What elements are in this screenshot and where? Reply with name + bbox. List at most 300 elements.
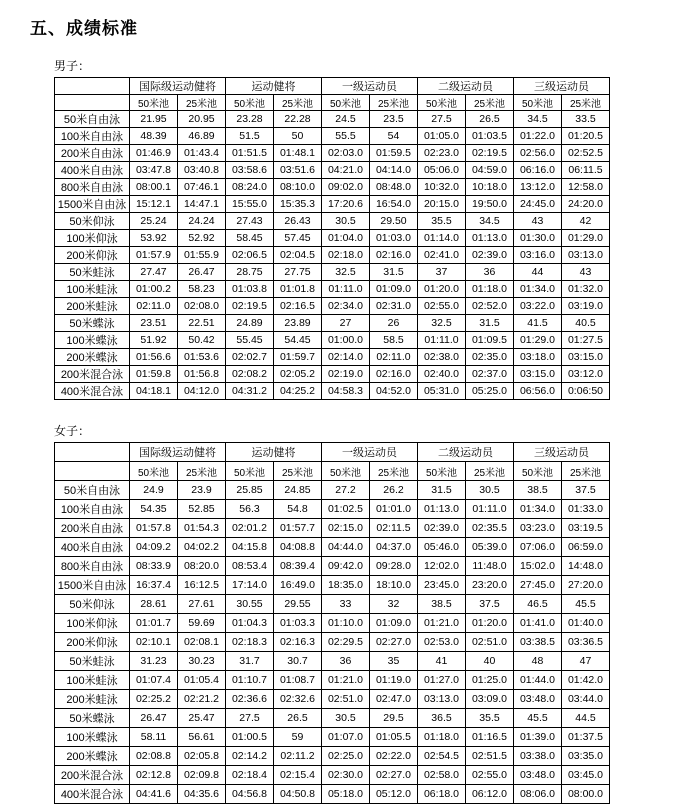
standard-time-cell: 02:25.2	[130, 690, 178, 709]
event-name-cell: 200米自由泳	[55, 519, 130, 538]
men-table-body	[55, 111, 610, 400]
standard-time-cell: 03:51.6	[274, 162, 322, 179]
standard-time-cell: 10:32.0	[418, 179, 466, 196]
standard-time-cell: 01:40.0	[562, 614, 610, 633]
standard-time-cell: 04:59.0	[466, 162, 514, 179]
table-row	[55, 747, 610, 766]
standard-time-cell: 03:22.0	[514, 298, 562, 315]
standard-time-cell: 01:07.4	[130, 671, 178, 690]
standard-time-cell: 29.55	[274, 595, 322, 614]
pool-header-3-1: 25米池	[466, 462, 514, 481]
standard-time-cell: 03:35.0	[562, 747, 610, 766]
standard-time-cell: 58.45	[226, 230, 274, 247]
standard-time-cell: 02:27.0	[370, 766, 418, 785]
standard-time-cell: 15:02.0	[514, 557, 562, 576]
standard-time-cell: 03:48.0	[514, 766, 562, 785]
standard-time-cell: 38.5	[514, 481, 562, 500]
standard-time-cell: 04:14.0	[370, 162, 418, 179]
standard-time-cell: 01:05.5	[370, 728, 418, 747]
standard-time-cell: 02:40.0	[418, 366, 466, 383]
standard-time-cell: 30.55	[226, 595, 274, 614]
standard-time-cell: 04:41.6	[130, 785, 178, 804]
standard-time-cell: 02:01.2	[226, 519, 274, 538]
standard-time-cell: 24:20.0	[562, 196, 610, 213]
standard-time-cell: 02:11.5	[370, 519, 418, 538]
table-row	[55, 196, 610, 213]
standard-time-cell: 14:48.0	[562, 557, 610, 576]
standard-time-cell: 02:11.2	[274, 747, 322, 766]
event-name-cell: 1500米自由泳	[55, 196, 130, 213]
standard-time-cell: 31.23	[130, 652, 178, 671]
standard-time-cell: 55.5	[322, 128, 370, 145]
standard-time-cell: 03:38.0	[514, 747, 562, 766]
standard-time-cell: 23:45.0	[418, 576, 466, 595]
pool-header-4-1: 25米池	[562, 95, 610, 111]
event-name-cell: 100米蛙泳	[55, 671, 130, 690]
standard-time-cell: 02:08.8	[130, 747, 178, 766]
standard-time-cell: 27:45.0	[514, 576, 562, 595]
standard-time-cell: 01:55.9	[178, 247, 226, 264]
standard-time-cell: 02:51.0	[322, 690, 370, 709]
standard-time-cell: 44	[514, 264, 562, 281]
standard-time-cell: 02:14.0	[322, 349, 370, 366]
standard-time-cell: 43	[562, 264, 610, 281]
table-row	[55, 785, 610, 804]
table-row	[55, 315, 610, 332]
standard-time-cell: 01:03.3	[274, 614, 322, 633]
standard-time-cell: 09:02.0	[322, 179, 370, 196]
standard-time-cell: 58.23	[178, 281, 226, 298]
standard-time-cell: 24.85	[274, 481, 322, 500]
pool-header-3-0: 50米池	[418, 462, 466, 481]
standard-time-cell: 04:56.8	[226, 785, 274, 804]
standard-time-cell: 16:37.4	[130, 576, 178, 595]
standard-time-cell: 18:35.0	[322, 576, 370, 595]
standard-time-cell: 01:57.9	[130, 247, 178, 264]
standard-time-cell: 01:20.5	[562, 128, 610, 145]
standard-time-cell: 03:40.8	[178, 162, 226, 179]
standard-time-cell: 02:36.6	[226, 690, 274, 709]
standard-time-cell: 06:18.0	[418, 785, 466, 804]
pool-header-2-1: 25米池	[370, 95, 418, 111]
standard-time-cell: 45.5	[514, 709, 562, 728]
standard-time-cell: 09:42.0	[322, 557, 370, 576]
standard-time-cell: 02:35.5	[466, 519, 514, 538]
standard-time-cell: 10:18.0	[466, 179, 514, 196]
men-standards-table	[54, 77, 610, 400]
header-corner-blank	[55, 443, 130, 462]
standard-time-cell: 01:51.5	[226, 145, 274, 162]
standard-time-cell: 43	[514, 213, 562, 230]
standard-time-cell: 25.47	[178, 709, 226, 728]
standard-time-cell: 02:34.0	[322, 298, 370, 315]
standard-time-cell: 08:39.4	[274, 557, 322, 576]
document-page	[0, 14, 674, 801]
table-row	[55, 179, 610, 196]
standard-time-cell: 01:10.7	[226, 671, 274, 690]
standard-time-cell: 26.47	[178, 264, 226, 281]
standard-time-cell: 04:35.6	[178, 785, 226, 804]
standard-time-cell: 03:23.0	[514, 519, 562, 538]
standard-time-cell: 12:02.0	[418, 557, 466, 576]
standard-time-cell: 34.5	[466, 213, 514, 230]
pool-header-2-1: 25米池	[370, 462, 418, 481]
standard-time-cell: 03:48.0	[514, 690, 562, 709]
standard-time-cell: 15:12.1	[130, 196, 178, 213]
standard-time-cell: 05:46.0	[418, 538, 466, 557]
standard-time-cell: 02:16.3	[274, 633, 322, 652]
group-header-1: 运动健将	[226, 78, 322, 95]
standard-time-cell: 42	[562, 213, 610, 230]
standard-time-cell: 25.24	[130, 213, 178, 230]
standard-time-cell: 02:15.0	[322, 519, 370, 538]
standard-time-cell: 01:59.7	[274, 349, 322, 366]
standard-time-cell: 04:15.8	[226, 538, 274, 557]
event-name-cell: 200米混合泳	[55, 366, 130, 383]
pool-header-1-0: 50米池	[226, 462, 274, 481]
standard-time-cell: 24.9	[130, 481, 178, 500]
standard-time-cell: 02:03.0	[322, 145, 370, 162]
event-name-cell: 200米自由泳	[55, 145, 130, 162]
header-corner-blank	[55, 78, 130, 95]
event-name-cell: 200米蝶泳	[55, 747, 130, 766]
standard-time-cell: 54	[370, 128, 418, 145]
standard-time-cell: 03:16.0	[514, 247, 562, 264]
standard-time-cell: 01:33.0	[562, 500, 610, 519]
standard-time-cell: 02:53.0	[418, 633, 466, 652]
event-name-cell: 200米蛙泳	[55, 690, 130, 709]
standard-time-cell: 02:23.0	[418, 145, 466, 162]
event-name-cell: 200米仰泳	[55, 633, 130, 652]
standard-time-cell: 40	[466, 652, 514, 671]
standard-time-cell: 11:48.0	[466, 557, 514, 576]
standard-time-cell: 02:58.0	[418, 766, 466, 785]
standard-time-cell: 05:12.0	[370, 785, 418, 804]
standard-time-cell: 03:58.6	[226, 162, 274, 179]
standard-time-cell: 35	[370, 652, 418, 671]
standard-time-cell: 29.5	[370, 709, 418, 728]
standard-time-cell: 01:25.0	[466, 671, 514, 690]
standard-time-cell: 26.43	[274, 213, 322, 230]
group-header-2: 一级运动员	[322, 443, 418, 462]
standard-time-cell: 01:08.7	[274, 671, 322, 690]
table-row	[55, 728, 610, 747]
event-name-cell: 100米自由泳	[55, 500, 130, 519]
pool-header-1-0: 50米池	[226, 95, 274, 111]
standard-time-cell: 32.5	[322, 264, 370, 281]
standard-time-cell: 32.5	[418, 315, 466, 332]
standard-time-cell: 02:54.5	[418, 747, 466, 766]
event-name-cell: 200米蛙泳	[55, 298, 130, 315]
event-name-cell: 100米仰泳	[55, 230, 130, 247]
standard-time-cell: 31.7	[226, 652, 274, 671]
standard-time-cell: 08:48.0	[370, 179, 418, 196]
table-row	[55, 690, 610, 709]
header-corner-blank-2	[55, 95, 130, 111]
standard-time-cell: 23.5	[370, 111, 418, 128]
standard-time-cell: 02:55.0	[418, 298, 466, 315]
standard-time-cell: 01:13.0	[418, 500, 466, 519]
standard-time-cell: 03:09.0	[466, 690, 514, 709]
standard-time-cell: 01:22.0	[514, 128, 562, 145]
event-name-cell: 400米混合泳	[55, 383, 130, 400]
pool-header-1-1: 25米池	[274, 462, 322, 481]
standard-time-cell: 01:01.8	[274, 281, 322, 298]
table-row	[55, 111, 610, 128]
standard-time-cell: 01:59.8	[130, 366, 178, 383]
standard-time-cell: 01:48.1	[274, 145, 322, 162]
standard-time-cell: 03:18.0	[514, 349, 562, 366]
group-header-0: 国际级运动健将	[130, 78, 226, 95]
standard-time-cell: 59	[274, 728, 322, 747]
standard-time-cell: 04:12.0	[178, 383, 226, 400]
standard-time-cell: 27.47	[130, 264, 178, 281]
standard-time-cell: 27.5	[226, 709, 274, 728]
standard-time-cell: 24:45.0	[514, 196, 562, 213]
group-header-4: 三级运动员	[514, 78, 610, 95]
standard-time-cell: 05:39.0	[466, 538, 514, 557]
table-row	[55, 332, 610, 349]
standard-time-cell: 35.5	[418, 213, 466, 230]
standard-time-cell: 29.50	[370, 213, 418, 230]
standard-time-cell: 02:52.0	[466, 298, 514, 315]
standard-time-cell: 01:05.0	[418, 128, 466, 145]
standard-time-cell: 13:12.0	[514, 179, 562, 196]
table-row	[55, 633, 610, 652]
standard-time-cell: 15:55.0	[226, 196, 274, 213]
standard-time-cell: 41.5	[514, 315, 562, 332]
table-row	[55, 128, 610, 145]
standard-time-cell: 01:34.0	[514, 500, 562, 519]
standard-time-cell: 03:47.8	[130, 162, 178, 179]
standard-time-cell: 01:20.0	[466, 614, 514, 633]
table-row	[55, 298, 610, 315]
standard-time-cell: 35.5	[466, 709, 514, 728]
table-row	[55, 264, 610, 281]
standard-time-cell: 02:55.0	[466, 766, 514, 785]
standard-time-cell: 30.5	[466, 481, 514, 500]
standard-time-cell: 01:01.0	[370, 500, 418, 519]
standard-time-cell: 01:56.8	[178, 366, 226, 383]
standard-time-cell: 02:18.3	[226, 633, 274, 652]
standard-time-cell: 46.89	[178, 128, 226, 145]
standard-time-cell: 58.11	[130, 728, 178, 747]
standard-time-cell: 38.5	[418, 595, 466, 614]
standard-time-cell: 02:08.0	[178, 298, 226, 315]
standard-time-cell: 30.5	[322, 709, 370, 728]
standard-time-cell: 26	[370, 315, 418, 332]
standard-time-cell: 44.5	[562, 709, 610, 728]
standard-time-cell: 02:41.0	[418, 247, 466, 264]
group-header-3: 二级运动员	[418, 78, 514, 95]
event-name-cell: 100米自由泳	[55, 128, 130, 145]
standard-time-cell: 04:58.3	[322, 383, 370, 400]
standard-time-cell: 23.9	[178, 481, 226, 500]
event-name-cell: 50米自由泳	[55, 111, 130, 128]
standard-time-cell: 01:57.7	[274, 519, 322, 538]
table-row	[55, 162, 610, 179]
standard-time-cell: 02:04.5	[274, 247, 322, 264]
table-row	[55, 481, 610, 500]
event-name-cell: 50米蝶泳	[55, 709, 130, 728]
event-name-cell: 400米自由泳	[55, 162, 130, 179]
pool-header-0-1: 25米池	[178, 95, 226, 111]
standard-time-cell: 02:56.0	[514, 145, 562, 162]
standard-time-cell: 02:05.8	[178, 747, 226, 766]
standard-time-cell: 01:03.5	[466, 128, 514, 145]
standard-time-cell: 37.5	[562, 481, 610, 500]
standard-time-cell: 21.95	[130, 111, 178, 128]
pool-header-4-1: 25米池	[562, 462, 610, 481]
standard-time-cell: 02:52.5	[562, 145, 610, 162]
standard-time-cell: 37.5	[466, 595, 514, 614]
standard-time-cell: 01:41.0	[514, 614, 562, 633]
standard-time-cell: 01:07.0	[322, 728, 370, 747]
standard-time-cell: 02:05.2	[274, 366, 322, 383]
standard-time-cell: 01:10.0	[322, 614, 370, 633]
group-header-3: 二级运动员	[418, 443, 514, 462]
standard-time-cell: 07:06.0	[514, 538, 562, 557]
standard-time-cell: 22.28	[274, 111, 322, 128]
standard-time-cell: 03:44.0	[562, 690, 610, 709]
women-label: 女子：	[54, 424, 91, 438]
table-header-pools	[55, 95, 610, 111]
standard-time-cell: 01:03.0	[370, 230, 418, 247]
table-row	[55, 538, 610, 557]
standard-time-cell: 26.47	[130, 709, 178, 728]
standard-time-cell: 01:27.0	[418, 671, 466, 690]
standard-time-cell: 02:09.8	[178, 766, 226, 785]
standard-time-cell: 02:19.0	[322, 366, 370, 383]
table-row	[55, 145, 610, 162]
standard-time-cell: 03:13.0	[562, 247, 610, 264]
standard-time-cell: 16:49.0	[274, 576, 322, 595]
standard-time-cell: 45.5	[562, 595, 610, 614]
standard-time-cell: 51.92	[130, 332, 178, 349]
standard-time-cell: 08:00.0	[562, 785, 610, 804]
standard-time-cell: 04:50.8	[274, 785, 322, 804]
standard-time-cell: 37	[418, 264, 466, 281]
standard-time-cell: 06:11.5	[562, 162, 610, 179]
standard-time-cell: 08:10.0	[274, 179, 322, 196]
standard-time-cell: 01:57.8	[130, 519, 178, 538]
standard-time-cell: 41	[418, 652, 466, 671]
standard-time-cell: 27	[322, 315, 370, 332]
standard-time-cell: 52.92	[178, 230, 226, 247]
standard-time-cell: 15:35.3	[274, 196, 322, 213]
standard-time-cell: 01:37.5	[562, 728, 610, 747]
standard-time-cell: 04:44.0	[322, 538, 370, 557]
standard-time-cell: 01:39.0	[514, 728, 562, 747]
standard-time-cell: 36	[322, 652, 370, 671]
standard-time-cell: 02:19.5	[226, 298, 274, 315]
table-row	[55, 500, 610, 519]
standard-time-cell: 04:18.1	[130, 383, 178, 400]
standard-time-cell: 31.5	[418, 481, 466, 500]
group-header-1: 运动健将	[226, 443, 322, 462]
standard-time-cell: 23.28	[226, 111, 274, 128]
standard-time-cell: 01:03.8	[226, 281, 274, 298]
standard-time-cell: 02:37.0	[466, 366, 514, 383]
standard-time-cell: 36.5	[418, 709, 466, 728]
standard-time-cell: 26.5	[466, 111, 514, 128]
standard-time-cell: 22.51	[178, 315, 226, 332]
table-row	[55, 383, 610, 400]
standard-time-cell: 50.42	[178, 332, 226, 349]
standard-time-cell: 23:20.0	[466, 576, 514, 595]
event-name-cell: 50米仰泳	[55, 595, 130, 614]
standard-time-cell: 08:33.9	[130, 557, 178, 576]
event-name-cell: 100米蛙泳	[55, 281, 130, 298]
standard-time-cell: 01:13.0	[466, 230, 514, 247]
group-header-2: 一级运动员	[322, 78, 418, 95]
standard-time-cell: 53.92	[130, 230, 178, 247]
standard-time-cell: 04:08.8	[274, 538, 322, 557]
standard-time-cell: 02:12.8	[130, 766, 178, 785]
standard-time-cell: 01:04.0	[322, 230, 370, 247]
standard-time-cell: 02:47.0	[370, 690, 418, 709]
standard-time-cell: 54.8	[274, 500, 322, 519]
standard-time-cell: 28.61	[130, 595, 178, 614]
standard-time-cell: 03:12.0	[562, 366, 610, 383]
standard-time-cell: 01:05.4	[178, 671, 226, 690]
standard-time-cell: 04:52.0	[370, 383, 418, 400]
table-header-groups	[55, 78, 610, 95]
standard-time-cell: 02:16.0	[370, 366, 418, 383]
table-row	[55, 576, 610, 595]
standard-time-cell: 56.3	[226, 500, 274, 519]
pool-header-0-0: 50米池	[130, 95, 178, 111]
standard-time-cell: 01:59.5	[370, 145, 418, 162]
standard-time-cell: 02:27.0	[370, 633, 418, 652]
standard-time-cell: 25.85	[226, 481, 274, 500]
standard-time-cell: 24.24	[178, 213, 226, 230]
pool-header-2-0: 50米池	[322, 462, 370, 481]
standard-time-cell: 04:21.0	[322, 162, 370, 179]
standard-time-cell: 48.39	[130, 128, 178, 145]
table-row	[55, 614, 610, 633]
standard-time-cell: 01:14.0	[418, 230, 466, 247]
pool-header-0-1: 25米池	[178, 462, 226, 481]
standard-time-cell: 27.5	[418, 111, 466, 128]
standard-time-cell: 34.5	[514, 111, 562, 128]
standard-time-cell: 05:18.0	[322, 785, 370, 804]
standard-time-cell: 26.5	[274, 709, 322, 728]
standard-time-cell: 07:46.1	[178, 179, 226, 196]
table-row	[55, 349, 610, 366]
standard-time-cell: 01:29.0	[562, 230, 610, 247]
standard-time-cell: 05:06.0	[418, 162, 466, 179]
standard-time-cell: 32	[370, 595, 418, 614]
event-name-cell: 50米蛙泳	[55, 264, 130, 281]
standard-time-cell: 06:59.0	[562, 538, 610, 557]
header-corner-blank-2	[55, 462, 130, 481]
table-row	[55, 213, 610, 230]
standard-time-cell: 04:25.2	[274, 383, 322, 400]
standard-time-cell: 06:12.0	[466, 785, 514, 804]
standard-time-cell: 01:09.0	[370, 281, 418, 298]
event-name-cell: 1500米自由泳	[55, 576, 130, 595]
event-name-cell: 200米混合泳	[55, 766, 130, 785]
standard-time-cell: 01:27.5	[562, 332, 610, 349]
standard-time-cell: 56.61	[178, 728, 226, 747]
standard-time-cell: 01:00.5	[226, 728, 274, 747]
pool-header-4-0: 50米池	[514, 95, 562, 111]
standard-time-cell: 02:51.5	[466, 747, 514, 766]
standard-time-cell: 01:42.0	[562, 671, 610, 690]
standard-time-cell: 08:20.0	[178, 557, 226, 576]
standard-time-cell: 02:18.0	[322, 247, 370, 264]
